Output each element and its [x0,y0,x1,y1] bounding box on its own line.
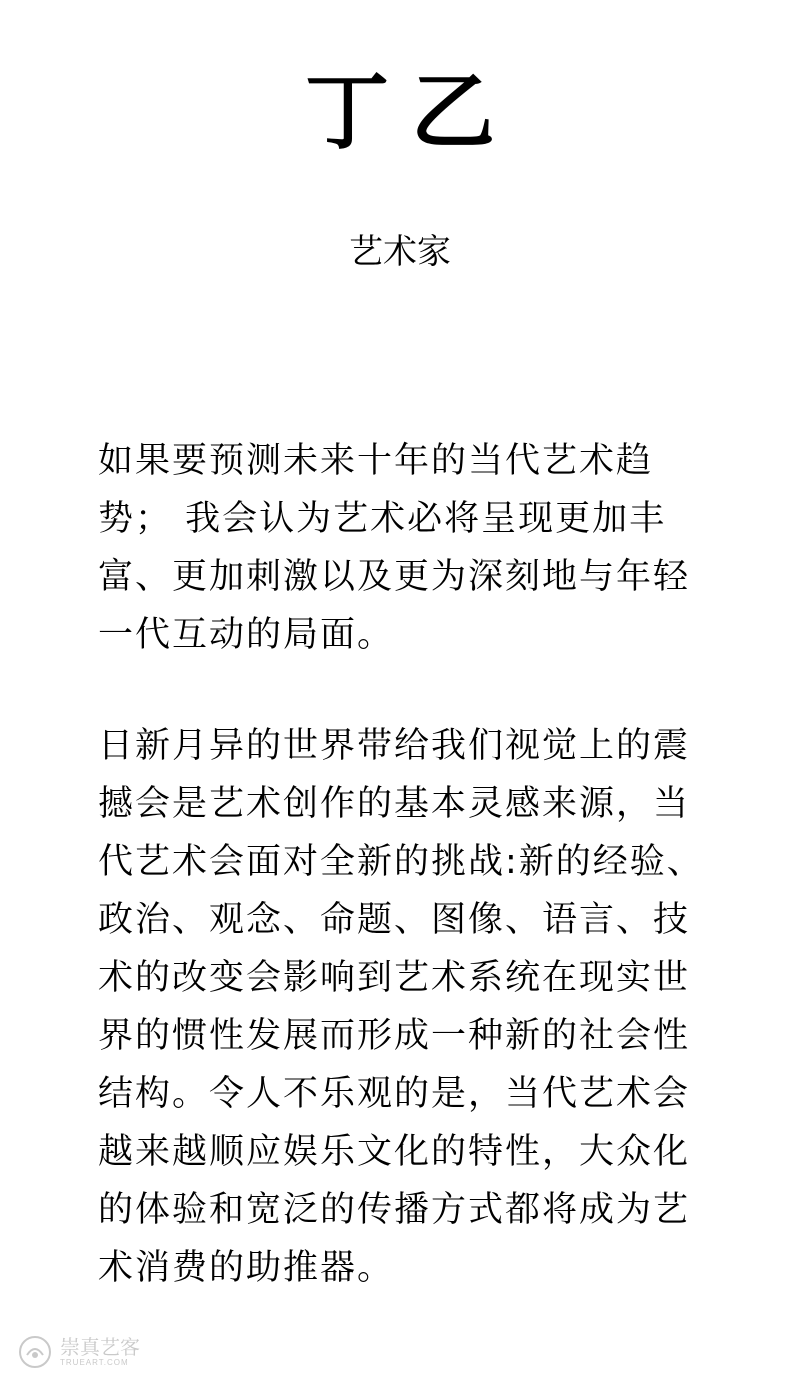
watermark-text [60,1337,140,1367]
quote-paragraph-2: 日新月异的世界带给我们视觉上的震撼会是艺术创作的基本灵感来源，当代艺术会面对全新的挑战:新的经验、政治、观念、命题、图像、语言、技术的改变会影响到艺术系统在现实世界的惯性发展而形成一种新的社会性结构。令人不乐观的是，当代艺术会越来越顺应娱乐文化的特性，大众化的体验和宽泛的传播方式都将成为艺术消费的助推器。 [98,726,704,1288]
quote-paragraph-1: 如果要预测未来十年的当代艺术趋势； 我会认为艺术必将呈现更加丰富、更加刺激以及更为深刻地与年轻一代互动的局面。 [98,441,691,655]
watermark-name-cn: 崇真艺客 [60,1335,140,1359]
watermark-name-en: TRUEART.COM [60,1358,129,1367]
seal-logo-icon [18,1335,52,1369]
watermark [18,1332,140,1372]
artist-title: 艺术家 [349,232,451,272]
artist-name: 丁乙 [304,63,517,161]
